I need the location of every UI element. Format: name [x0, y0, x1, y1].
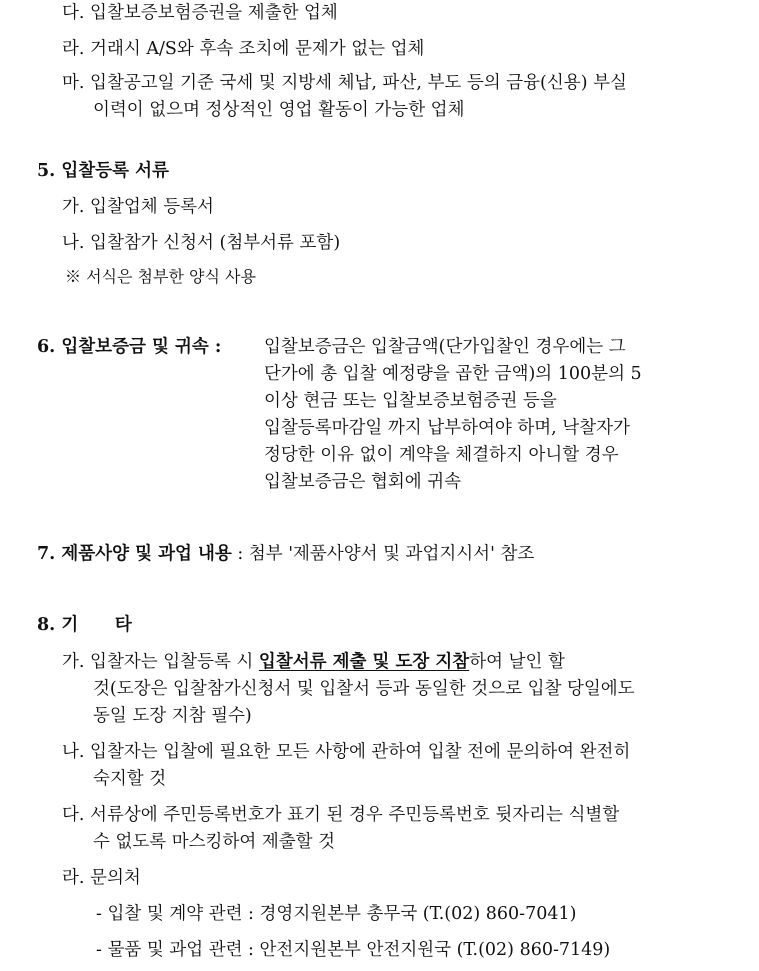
paragraph-line: 정당한 이유 없이 계약을 체결하지 아니할 경우 [264, 445, 619, 465]
list-item [62, 38, 424, 60]
list-text: 입찰자는 입찰등록 시 [90, 652, 259, 672]
list-item [62, 741, 630, 763]
list-item [62, 196, 214, 218]
emphasis-text: 입찰서류 제출 및 도장 지참 [258, 652, 470, 672]
list-item [62, 867, 141, 889]
list-marker: 라. [62, 868, 85, 888]
list-item-continuation: 동일 도장 지참 필수) [93, 706, 252, 726]
section-heading: 8. 기 타 [37, 615, 132, 635]
list-text: 입찰공고일 기준 국세 및 지방세 체납, 파산, 부도 등의 금융(신용) 부실 [90, 73, 627, 93]
list-marker: 나. [62, 742, 85, 762]
paragraph-line: 입찰보증금은 입찰금액(단가입찰인 경우에는 그 [264, 337, 626, 357]
paragraph-line: 이상 현금 또는 입찰보증보험증권 등을 [264, 391, 557, 411]
paragraph-line: 단가에 총 입찰 예정량을 곱한 금액)의 100분의 5 [264, 364, 642, 384]
section-heading: 7. 제품사양 및 과업 내용 [37, 544, 232, 564]
section-heading: 5. 입찰등록 서류 [37, 161, 169, 181]
list-item [62, 232, 340, 254]
section-heading: 6. 입찰보증금 및 귀속 : [37, 337, 222, 357]
list-marker: 다. [62, 3, 85, 23]
list-item [62, 72, 627, 94]
list-item [62, 804, 619, 826]
list-text: 입찰참가 신청서 (첨부서류 포함) [90, 233, 341, 253]
list-item [62, 651, 565, 673]
list-text: 서류상에 주민등록번호가 표기 된 경우 주민등록번호 뒷자리는 식별할 [90, 805, 620, 825]
list-text: 하여 날인 할 [469, 652, 565, 672]
list-text: 입찰업체 등록서 [90, 197, 214, 217]
section-text: : 첨부 '제품사양서 및 과업지시서' 참조 [231, 544, 535, 564]
note: ※ 서식은 첨부한 양식 사용 [65, 267, 256, 286]
list-text: 입찰보증보험증권을 제출한 업체 [90, 3, 338, 23]
contact-line: - 입찰 및 계약 관련 : 경영지원본부 총무국 (T.(02) 860-7041) [96, 904, 577, 924]
list-item-continuation: 이력이 없으며 정상적인 영업 활동이 가능한 업체 [93, 100, 465, 120]
contact-line: - 물품 및 과업 관련 : 안전지원본부 안전지원국 (T.(02) 860-7149) [96, 940, 611, 960]
list-item-continuation: 수 없도록 마스킹하여 제출할 것 [93, 832, 336, 852]
list-text: 입찰자는 입찰에 필요한 모든 사항에 관하여 입찰 전에 문의하여 완전히 [90, 742, 631, 762]
list-marker: 라. [62, 39, 85, 59]
paragraph-line: 입찰보증금은 협회에 귀속 [264, 472, 462, 492]
list-item [62, 2, 338, 24]
list-text: 문의처 [90, 868, 141, 888]
list-marker: 마. [62, 73, 85, 93]
section-7 [37, 543, 534, 565]
list-item-continuation: 숙지할 것 [93, 769, 167, 789]
list-marker: 가. [62, 652, 85, 672]
list-marker: 다. [62, 805, 85, 825]
list-marker: 나. [62, 233, 85, 253]
list-text: 거래시 A/S와 후속 조치에 문제가 없는 업체 [90, 39, 425, 59]
list-item-continuation: 것(도장은 입찰참가신청서 및 입찰서 등과 동일한 것으로 입찰 당일에도 [93, 679, 635, 699]
list-marker: 가. [62, 197, 85, 217]
paragraph-line: 입찰등록마감일 까지 납부하여야 하며, 낙찰자가 [264, 418, 630, 438]
